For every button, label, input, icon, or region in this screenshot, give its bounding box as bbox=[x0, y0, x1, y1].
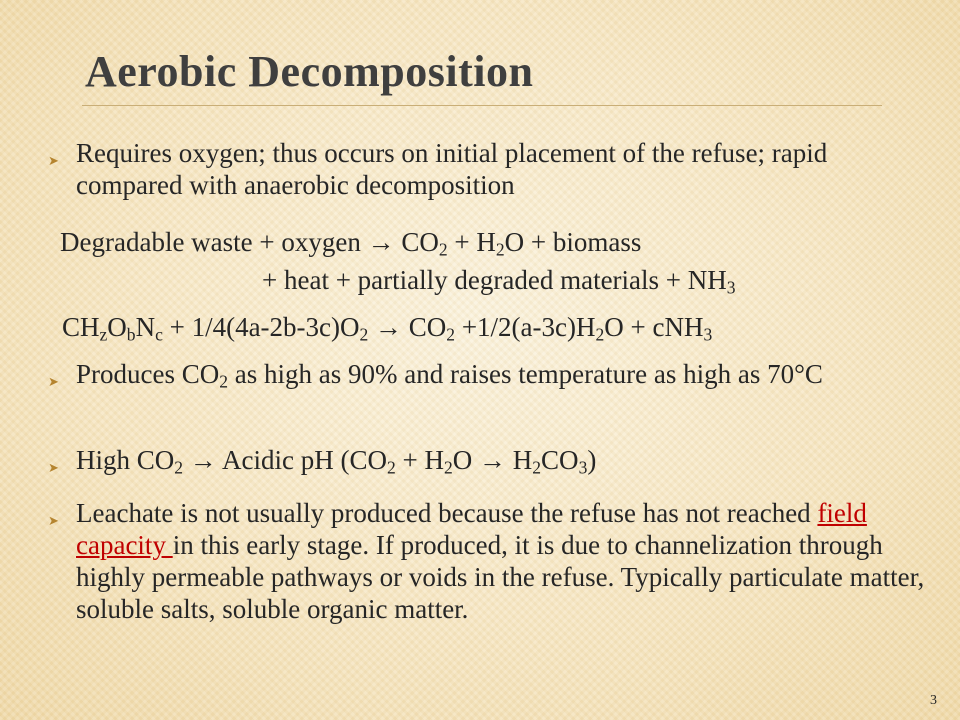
arrow-bullet-icon: ➤ bbox=[48, 514, 59, 529]
eq-text: + heat + partially degraded materials + NH bbox=[262, 265, 727, 295]
eq-subscript: 2 bbox=[359, 324, 369, 345]
equation-line-2 bbox=[262, 264, 736, 296]
eq-subscript: 2 bbox=[495, 239, 505, 260]
title-underline bbox=[82, 105, 882, 106]
eq-text: N bbox=[135, 312, 156, 342]
arrow-bullet-icon: ➤ bbox=[48, 375, 59, 390]
bullet-subscript: 2 bbox=[532, 457, 542, 478]
slide-title: Aerobic Decomposition bbox=[85, 47, 534, 96]
eq-subscript: c bbox=[155, 324, 163, 345]
bullet-run: CO bbox=[541, 445, 579, 475]
bullet-subscript: 2 bbox=[387, 457, 396, 478]
bullet-subscript: 2 bbox=[219, 371, 229, 392]
eq-text: O + biomass bbox=[504, 227, 642, 257]
eq-subscript: b bbox=[126, 324, 136, 345]
eq-text: +1/2(a-3c)H bbox=[455, 312, 596, 342]
bullet-run: Leachate is not usually produced because the refuse has not reached bbox=[76, 498, 818, 528]
arrow-bullet-icon: ➤ bbox=[48, 461, 59, 476]
bullet-run: as high as 90% and raises temperature as high as 70°C bbox=[228, 359, 823, 389]
bullet-text: Requires oxygen; thus occurs on initial placement of the refuse; rapid compared with anaerobic decomposition bbox=[76, 138, 828, 200]
equation-line-3 bbox=[62, 311, 712, 343]
eq-subscript: 2 bbox=[446, 324, 456, 345]
eq-text: → CO bbox=[368, 312, 447, 342]
bullet-high-co2 bbox=[48, 444, 928, 476]
equation-line-1 bbox=[60, 226, 641, 258]
field-capacity-link[interactable]: field capacity bbox=[76, 498, 867, 560]
bullet-produces-co2 bbox=[48, 358, 928, 390]
bullet-run: High CO bbox=[76, 445, 175, 475]
page-number: 3 bbox=[930, 693, 937, 708]
eq-subscript: 3 bbox=[703, 324, 713, 345]
bullet-requires-oxygen bbox=[48, 137, 928, 201]
bullet-run: O → H bbox=[452, 445, 533, 475]
bullet-run: Produces CO bbox=[76, 359, 220, 389]
eq-text: Degradable waste + oxygen → CO bbox=[60, 227, 439, 257]
eq-subscript: 3 bbox=[726, 277, 736, 298]
eq-text: + 1/4(4a-2b-3c)O bbox=[162, 312, 360, 342]
bullet-text bbox=[76, 497, 928, 625]
bullet-text bbox=[76, 444, 928, 476]
bullet-run: in this early stage. If produced, it is due to channelization through highly permeable pathways or voids in the refuse. Typically particulate matter, soluble salts, soluble organic matter. bbox=[76, 530, 925, 624]
bullet-leachate bbox=[48, 497, 928, 625]
eq-subscript: 2 bbox=[438, 239, 448, 260]
bullet-run: + H bbox=[395, 445, 445, 475]
bullet-text bbox=[76, 358, 928, 390]
eq-subscript: 2 bbox=[595, 324, 605, 345]
bullet-subscript: 2 bbox=[174, 457, 184, 478]
eq-text: CH bbox=[62, 312, 100, 342]
eq-text: O bbox=[107, 312, 127, 342]
eq-subscript: z bbox=[99, 324, 108, 345]
bullet-run: ) bbox=[587, 445, 597, 475]
arrow-bullet-icon: ➤ bbox=[48, 154, 59, 169]
bullet-subscript: 2 bbox=[444, 457, 453, 478]
eq-text: O + cNH bbox=[604, 312, 704, 342]
bullet-subscript: 3 bbox=[578, 457, 588, 478]
eq-text: + H bbox=[447, 227, 496, 257]
bullet-run: → Acidic pH (CO bbox=[183, 445, 388, 475]
